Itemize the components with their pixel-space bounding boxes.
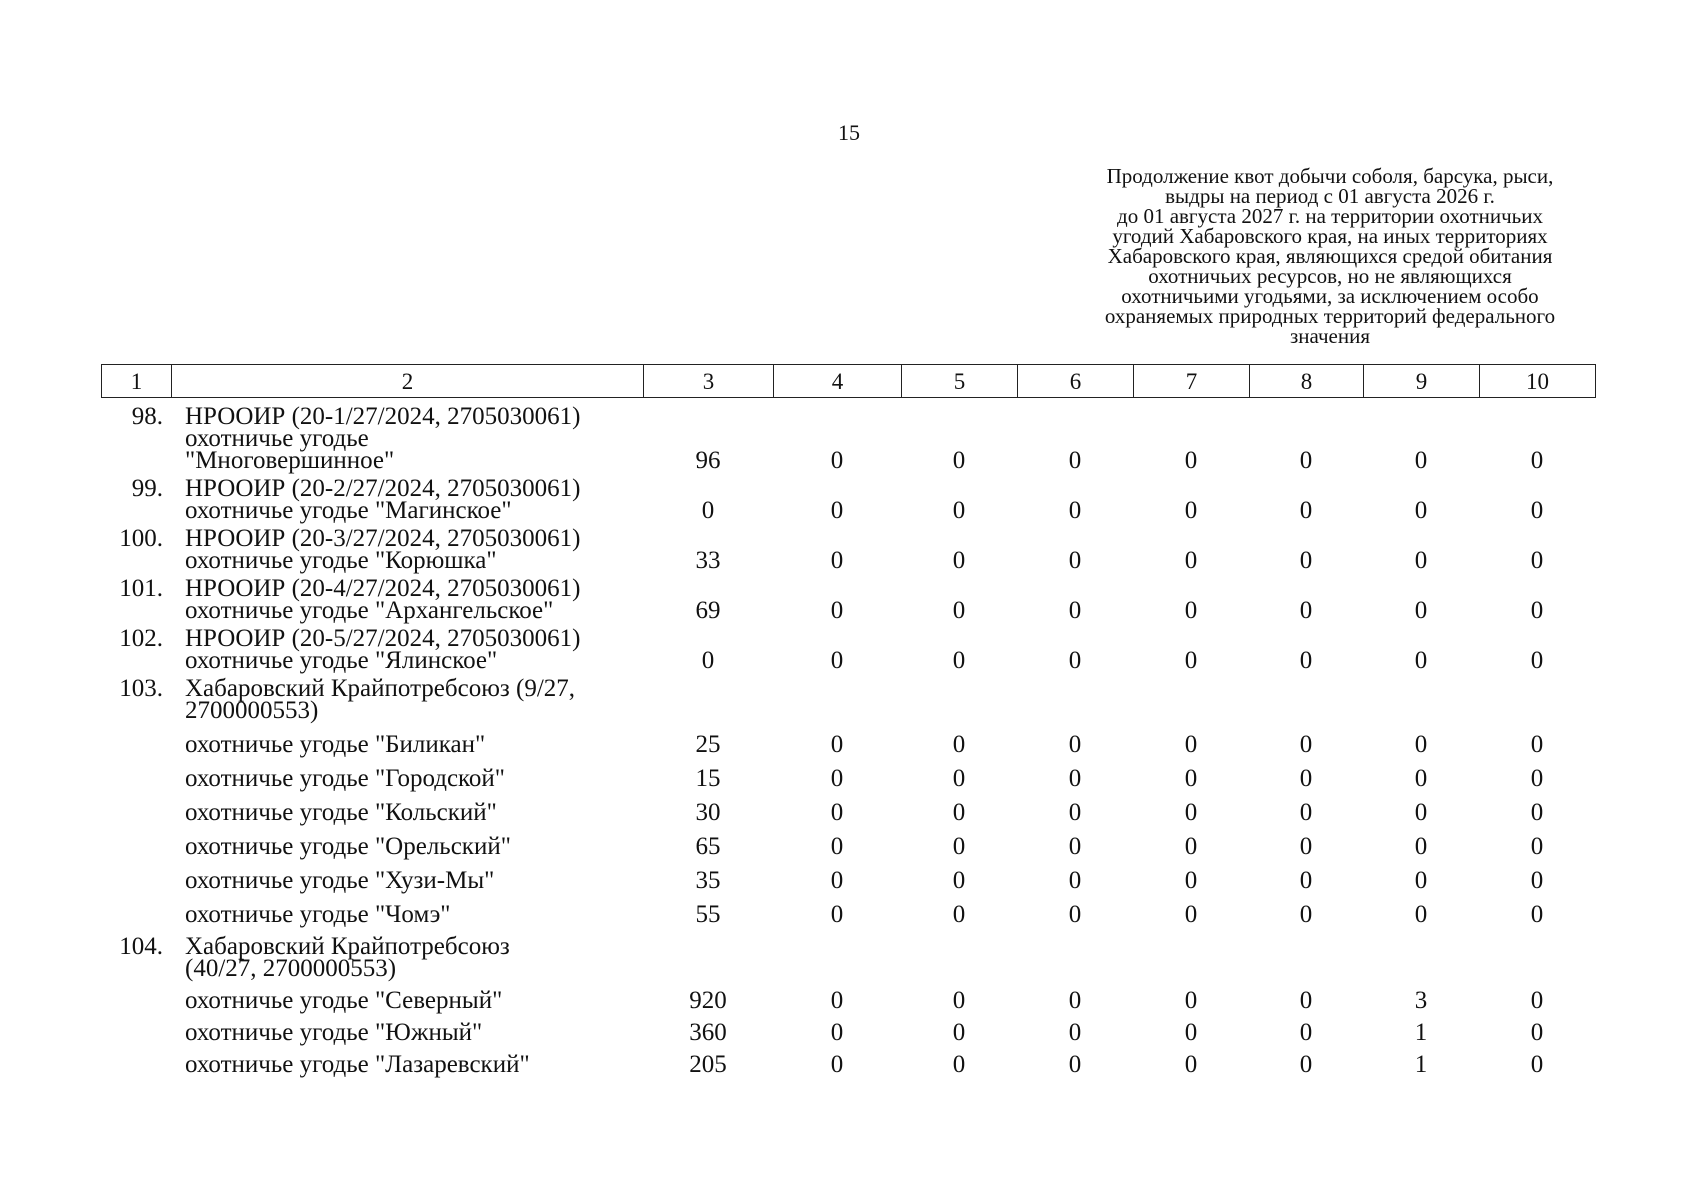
quota-value-col-7: 0 <box>1184 765 1198 792</box>
hunting-ground-name <box>171 833 643 860</box>
quota-value-col-7: 0 <box>1184 597 1198 624</box>
quota-value-col-5: 0 <box>952 833 966 860</box>
row-number: 103. <box>119 675 163 702</box>
name-line: охотничье угодье "Лазаревский" <box>185 1051 530 1078</box>
caption-line: охраняемых природных территорий федерального <box>1104 304 1556 328</box>
quota-value-col-5: 0 <box>952 597 966 624</box>
name-line: НРООИР (20-1/27/2024, 2705030061) <box>185 403 581 430</box>
quota-value-col-9: 0 <box>1414 867 1428 894</box>
name-line: НРООИР (20-2/27/2024, 2705030061) <box>185 475 581 502</box>
column-number-header <box>101 364 1596 398</box>
row-number <box>101 836 171 858</box>
hunting-ground-name <box>171 675 643 724</box>
name-line: НРООИР (20-4/27/2024, 2705030061) <box>185 575 581 602</box>
quota-value-col-9: 1 <box>1414 1019 1428 1046</box>
quota-value-col-4: 0 <box>830 597 844 624</box>
quota-value-col-8: 0 <box>1299 833 1313 860</box>
quota-value-col-7: 0 <box>1184 1019 1198 1046</box>
hunting-ground-name <box>171 625 643 674</box>
quota-value-col-10: 0 <box>1530 547 1544 574</box>
quota-value-col-8: 0 <box>1299 547 1313 574</box>
name-line: охотничье угодье "Корюшка" <box>185 547 497 574</box>
quota-value-col-5: 0 <box>952 731 966 758</box>
caption-line: угодий Хабаровского края, на иных территориях <box>1112 224 1548 248</box>
quota-value-col-8: 0 <box>1299 1051 1313 1078</box>
quota-value-col-9: 0 <box>1414 833 1428 860</box>
quota-value-col-3: 0 <box>701 497 715 524</box>
hunting-ground-name <box>171 403 643 474</box>
name-line: охотничье угодье "Биликан" <box>185 731 486 758</box>
hunting-ground-name <box>171 1019 643 1046</box>
quota-value-col-10: 0 <box>1530 731 1544 758</box>
row-number <box>101 1022 171 1044</box>
column-header-3: 3 <box>644 365 774 398</box>
caption-line: Продолжение квот добычи соболя, барсука, рыси, <box>1106 164 1554 188</box>
quota-value-col-5: 0 <box>952 987 966 1014</box>
quota-value-col-4: 0 <box>830 867 844 894</box>
quota-value-col-7: 0 <box>1184 497 1198 524</box>
quota-value-col-5: 0 <box>952 447 966 474</box>
table-row <box>101 625 1595 674</box>
quota-value-col-9: 0 <box>1414 765 1428 792</box>
quota-value-col-7: 0 <box>1184 1051 1198 1078</box>
name-line: НРООИР (20-3/27/2024, 2705030061) <box>185 525 581 552</box>
name-line: охотничье угодье "Северный" <box>185 987 503 1014</box>
row-number <box>101 768 171 790</box>
quota-value-col-8: 0 <box>1299 647 1313 674</box>
name-line: охотничье угодье "Южный" <box>185 1019 483 1046</box>
quota-value-col-9: 0 <box>1414 497 1428 524</box>
hunting-ground-name <box>171 731 643 758</box>
page-number: 15 <box>838 120 860 145</box>
caption-line: охотничьих ресурсов, но не являющихся <box>1148 264 1512 288</box>
quota-value-col-4: 0 <box>830 447 844 474</box>
quota-value-col-8: 0 <box>1299 765 1313 792</box>
name-line: охотничье угодье "Архангельское" <box>185 597 554 624</box>
name-line: НРООИР (20-5/27/2024, 2705030061) <box>185 625 581 652</box>
quota-value-col-6: 0 <box>1068 799 1082 826</box>
quota-value-col-7: 0 <box>1184 901 1198 928</box>
caption-line: Хабаровского края, являющихся средой обитания <box>1107 244 1553 268</box>
column-header-4: 4 <box>774 365 902 398</box>
row-number: 99. <box>131 475 163 502</box>
quota-value-col-4: 0 <box>830 647 844 674</box>
quota-value-col-4: 0 <box>830 1019 844 1046</box>
quota-value-col-6: 0 <box>1068 731 1082 758</box>
quota-value-col-6: 0 <box>1068 547 1082 574</box>
quota-value-col-3: 65 <box>695 833 721 860</box>
quota-value-col-4: 0 <box>830 497 844 524</box>
column-header-2: 2 <box>172 365 644 398</box>
name-line: охотничье угодье "Чомэ" <box>185 901 451 928</box>
quota-value-col-6: 0 <box>1068 987 1082 1014</box>
quota-value-col-10: 0 <box>1530 647 1544 674</box>
quota-value-col-3: 0 <box>701 647 715 674</box>
column-header-9: 9 <box>1364 365 1480 398</box>
name-line: охотничье угодье <box>185 425 369 452</box>
name-line: 2700000553) <box>185 697 319 724</box>
quota-value-col-3: 55 <box>695 901 721 928</box>
row-number: 98. <box>131 403 163 430</box>
quota-value-col-5: 0 <box>952 867 966 894</box>
hunting-ground-name <box>171 867 643 894</box>
table-row <box>101 1019 1595 1046</box>
quota-value-col-4: 0 <box>830 547 844 574</box>
quota-value-col-8: 0 <box>1299 867 1313 894</box>
quota-value-col-5: 0 <box>952 765 966 792</box>
column-header-8: 8 <box>1250 365 1364 398</box>
name-line: охотничье угодье "Хузи-Мы" <box>185 867 495 894</box>
hunting-ground-name <box>171 575 643 624</box>
quota-value-col-8: 0 <box>1299 901 1313 928</box>
quota-value-col-9: 0 <box>1414 597 1428 624</box>
quota-value-col-3: 360 <box>689 1019 727 1046</box>
quota-value-col-8: 0 <box>1299 731 1313 758</box>
quota-value-col-4: 0 <box>830 731 844 758</box>
name-line: охотничье угодье "Городской" <box>185 765 505 792</box>
quota-value-col-6: 0 <box>1068 1019 1082 1046</box>
quota-value-col-3: 35 <box>695 867 721 894</box>
quota-value-col-3: 96 <box>695 447 721 474</box>
quota-value-col-10: 0 <box>1530 833 1544 860</box>
hunting-ground-name <box>171 475 643 524</box>
column-header-5: 5 <box>902 365 1018 398</box>
quota-value-col-7: 0 <box>1184 447 1198 474</box>
quota-value-col-5: 0 <box>952 497 966 524</box>
quota-value-col-10: 0 <box>1530 901 1544 928</box>
row-number <box>101 802 171 824</box>
row-number <box>101 904 171 926</box>
quota-value-col-9: 0 <box>1414 647 1428 674</box>
name-line: "Многовершинное" <box>185 447 395 474</box>
quota-table-body <box>101 403 1595 1078</box>
quota-value-col-7: 0 <box>1184 647 1198 674</box>
table-row <box>101 575 1595 624</box>
quota-value-col-10: 0 <box>1530 799 1544 826</box>
hunting-ground-name <box>171 525 643 574</box>
row-number <box>101 990 171 1012</box>
quota-value-col-5: 0 <box>952 901 966 928</box>
quota-value-col-8: 0 <box>1299 497 1313 524</box>
quota-value-col-9: 1 <box>1414 1051 1428 1078</box>
quota-value-col-10: 0 <box>1530 867 1544 894</box>
hunting-ground-name <box>171 1051 643 1078</box>
hunting-ground-name <box>171 987 643 1014</box>
table-row <box>101 987 1595 1014</box>
quota-value-col-10: 0 <box>1530 1019 1544 1046</box>
table-row <box>101 525 1595 574</box>
table-row <box>101 475 1595 524</box>
row-number: 101. <box>119 575 163 602</box>
quota-value-col-10: 0 <box>1530 497 1544 524</box>
quota-value-col-9: 0 <box>1414 901 1428 928</box>
table-row <box>101 901 1595 928</box>
quota-value-col-7: 0 <box>1184 547 1198 574</box>
quota-value-col-8: 0 <box>1299 597 1313 624</box>
quota-value-col-6: 0 <box>1068 647 1082 674</box>
quota-value-col-6: 0 <box>1068 833 1082 860</box>
row-number: 100. <box>119 525 163 552</box>
quota-value-col-4: 0 <box>830 1051 844 1078</box>
quota-value-col-7: 0 <box>1184 799 1198 826</box>
name-line: (40/27, 2700000553) <box>185 955 397 982</box>
quota-value-col-9: 0 <box>1414 547 1428 574</box>
quota-value-col-5: 0 <box>952 647 966 674</box>
row-number <box>101 734 171 756</box>
column-header-6: 6 <box>1018 365 1134 398</box>
quota-value-col-6: 0 <box>1068 901 1082 928</box>
row-number <box>101 870 171 892</box>
table-row <box>101 833 1595 860</box>
name-line: Хабаровский Крайпотребсоюз (9/27, <box>185 675 576 702</box>
quota-value-col-3: 205 <box>689 1051 727 1078</box>
quota-value-col-3: 69 <box>695 597 721 624</box>
quota-value-col-6: 0 <box>1068 597 1082 624</box>
quota-value-col-7: 0 <box>1184 833 1198 860</box>
quota-value-col-3: 25 <box>695 731 721 758</box>
name-line: охотничье угодье "Магинское" <box>185 497 512 524</box>
quota-value-col-6: 0 <box>1068 765 1082 792</box>
quota-value-col-9: 0 <box>1414 799 1428 826</box>
quota-value-col-3: 15 <box>695 765 721 792</box>
column-header-10: 10 <box>1480 365 1596 398</box>
quota-value-col-6: 0 <box>1068 1051 1082 1078</box>
table-row <box>101 675 1595 724</box>
row-number: 104. <box>119 933 163 960</box>
quota-value-col-8: 0 <box>1299 1019 1313 1046</box>
quota-value-col-8: 0 <box>1299 799 1313 826</box>
hunting-ground-name <box>171 933 643 982</box>
row-number <box>101 1054 171 1076</box>
quota-value-col-3: 33 <box>695 547 721 574</box>
caption-line: выдры на период с 01 августа 2026 г. <box>1165 184 1495 208</box>
table-row <box>101 799 1595 826</box>
quota-value-col-10: 0 <box>1530 447 1544 474</box>
table-row <box>101 403 1595 474</box>
quota-value-col-9: 0 <box>1414 731 1428 758</box>
hunting-ground-name <box>171 799 643 826</box>
name-line: охотничье угодье "Кольский" <box>185 799 497 826</box>
hunting-ground-name <box>171 901 643 928</box>
name-line: Хабаровский Крайпотребсоюз <box>185 933 510 960</box>
quota-value-col-4: 0 <box>830 833 844 860</box>
name-line: охотничье угодье "Ялинское" <box>185 647 498 674</box>
row-number: 102. <box>119 625 163 652</box>
quota-value-col-5: 0 <box>952 1051 966 1078</box>
quota-value-col-9: 0 <box>1414 447 1428 474</box>
quota-value-col-5: 0 <box>952 547 966 574</box>
quota-value-col-5: 0 <box>952 799 966 826</box>
quota-value-col-6: 0 <box>1068 447 1082 474</box>
quota-value-col-8: 0 <box>1299 447 1313 474</box>
table-row <box>101 1051 1595 1078</box>
quota-value-col-7: 0 <box>1184 987 1198 1014</box>
quota-value-col-9: 3 <box>1414 987 1428 1014</box>
quota-value-col-4: 0 <box>830 901 844 928</box>
quota-value-col-10: 0 <box>1530 597 1544 624</box>
quota-value-col-5: 0 <box>952 1019 966 1046</box>
caption-line: до 01 августа 2027 г. на территории охотничьих <box>1117 204 1543 228</box>
table-row <box>101 933 1595 982</box>
hunting-ground-name <box>171 765 643 792</box>
column-header-7: 7 <box>1134 365 1250 398</box>
quota-value-col-4: 0 <box>830 799 844 826</box>
quota-value-col-8: 0 <box>1299 987 1313 1014</box>
table-row <box>101 731 1595 758</box>
quota-value-col-7: 0 <box>1184 731 1198 758</box>
quota-value-col-10: 0 <box>1530 1051 1544 1078</box>
table-row <box>101 867 1595 894</box>
quota-value-col-4: 0 <box>830 987 844 1014</box>
quota-value-col-6: 0 <box>1068 497 1082 524</box>
caption-line: значения <box>1289 324 1371 348</box>
column-header-1: 1 <box>102 365 172 398</box>
name-line: охотничье угодье "Орельский" <box>185 833 511 860</box>
caption-line: охотничьими угодьями, за исключением особо <box>1121 284 1539 308</box>
table-caption <box>1060 166 1600 346</box>
table-row <box>101 765 1595 792</box>
quota-value-col-3: 30 <box>695 799 721 826</box>
quota-value-col-4: 0 <box>830 765 844 792</box>
quota-value-col-10: 0 <box>1530 765 1544 792</box>
quota-value-col-10: 0 <box>1530 987 1544 1014</box>
quota-value-col-7: 0 <box>1184 867 1198 894</box>
quota-value-col-6: 0 <box>1068 867 1082 894</box>
quota-value-col-3: 920 <box>689 987 727 1014</box>
